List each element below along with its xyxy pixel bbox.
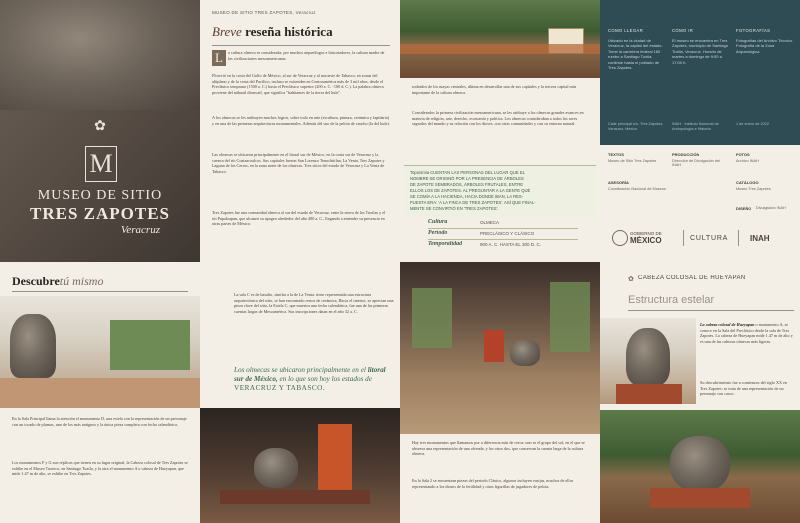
col-header-how-to-go: CÓMO IR [672,28,694,33]
location-para-1: rodeados de los mayas centrales, última en desarrollar una de sus capitales y la tercera capital más importante de la cultura olmeca. [412,84,577,95]
credits-block [608,152,794,222]
logo-divider [738,230,739,246]
table-row [428,239,578,250]
quote-part-1: Los olmecas se ubicaron principalmente en el [234,366,366,374]
col-header-photos: FOTOGRAFÍAS [736,28,771,33]
museum-roof [400,44,600,54]
dropcap: L [212,50,226,66]
history-para-1: a cultura olmeca es considerada, por muchos arqueólogos e historiadores, la cultura madre de las civilizaciones mesoamericanas. [228,50,385,61]
info-table [428,217,578,251]
credit-label: DISEÑO [736,206,752,211]
history-title-bold: reseña histórica [245,24,333,39]
sala-window-left [412,288,452,348]
location-para-2: Considerados la primera civilización mesoamericana, se les atribuye a los olmecas grandes avances en materia de religión, arte, derecho, economía y política. Los olmecas consideraban a todos los seres sagrados del mundo y su relación con los dioses, con otras comunidades y con su entorno natural. [412,110,584,127]
history-para-4: Las olmecas se ubicaron principalmente en el litoral sur de México, en la costa sur de Veracruz y la cuenca del río Coatzacoalcos. Sus capitales fueron San Lorenzo Tenochtitlan, La Venta, Tres Zapotes y Laguna de los Cerros, en la zona norte de los olmecas. Tres sitios del estado de Veracruz y La Venta de Tabasco. [212,152,385,174]
gov-label-small: GOBIERNO DE [630,231,662,236]
title-rule [12,291,188,292]
stone-relief-image [0,0,200,110]
table-value: 900 A. C. HASTA EL 300 D. C. [480,242,542,247]
table-label: Cultura [428,219,448,225]
red-exhibit-panel [484,330,504,362]
table-value: OLMECA [480,220,500,225]
credit-value: Coordinación Nacional de Museos [608,187,666,191]
history-para-2: Floreció en la costa del Golfo de México, al sur de Veracruz y al noroeste de Tabasco, en zonas del altiplano y de la costa del Pacífico, incluso se extienden en Centroamérica más de 3 mil años, desde el Preclásico temprano (1500 a. C.) hasta el Preclásico superior (200 a. C. -100 d. C.). La palabra olmeca proviene del náhuatl ólmecatl, que significa "habitantes de la tierra del hule". [212,73,384,95]
running-head: MUSEO DE SITIO TRES ZAPOTES, Veracruz [212,10,316,15]
colossal-para-1-text: o monumento A, se conoce en la Sala del Preclásico desde la sala de Tres Zapotes. La cabeza de Hueyapan mide 1.47 m de alto y es una de las cabezas olmecas más ligeras. [700,322,793,344]
pull-quote [234,366,394,406]
header-ornament-icon: ✿ [628,275,634,283]
museum-entrance-photo [400,0,600,78]
location-page [400,0,600,262]
gallery-window [110,320,190,370]
colossal-head-page [600,262,800,523]
col-header-how-to-arrive: COMO LLEGAR [608,28,644,33]
toponimia-line-1: NOMBRE SE ORIGINÓ POR LA PRESENCIA DE ÁRBOLES [410,176,524,181]
discover-caption-1: En la Sala Principal llama la atención el monumento D, una estela con la representación de un personaje con un tocado de plumas, uno de los más antiguos y la única pieza completa con fecha calendárica. [12,416,187,427]
exhibit-hall-photo [200,408,400,523]
sala-sculpture [510,340,540,366]
cover-subtitle: Veracruz [120,224,160,236]
gov-seal-icon [612,230,628,246]
head-in-hall [670,436,730,492]
col3-text: Fotografías del Archivo Técnico. Fotografía de la Zona Arqueológica. [736,38,794,54]
discover-title-bold: Descubre [12,274,60,288]
info-teal-panel [600,0,800,145]
cover-title-line2: TRES ZAPOTES [29,204,170,223]
colossal-para-1 [700,322,794,378]
quote-page-para-1: La sala C es de basalto, similar a la de La Venta: tiene representada una estructura arquitectónica del sitio, se han encontrado restos de cerámica, Hacia el interior, se aprecian una pieza clave del sitio, la Estela C, que muestra una fecha calendárica, fue una de las primeras cuentas largas de Mesoamérica. Sus inscripciones datan en el año 32 a. C. [234,292,394,314]
info-page [600,0,800,262]
colossal-head-photo [600,318,696,404]
inah-logo: INAH [750,234,770,243]
hall-plinth [650,488,750,508]
toponimia-line-2: DE ZAPOTE SEMBRADOS, ÁRBOLES FRUTALES, ENTRE [410,182,524,187]
colossal-para-1-italic: La cabeza colosal de Hueyapan [700,322,755,327]
credit-label: CATÁLOGO [736,180,759,185]
discover-page [0,262,200,523]
discover-title [12,274,103,289]
history-title [212,24,392,40]
toponimia-line-4: SE COMÍA A LA HACIENDA, HACIA DONDE IBAN, LA RES- [410,194,524,199]
credit-label: ASESORÍA [608,180,629,185]
display-plinth [220,490,370,504]
credit-value: Divulgación INAH [756,206,786,210]
table-label: Temporalidad [428,241,463,247]
table-label: Periodo [428,230,448,236]
toponimia-line-6: MENTE SE CONVIRTIÓ EN 'TRES ZAPOTES'. [410,206,499,211]
history-para-5: Tres Zapotes fue una comunidad olmeca al sur del estado de Veracruz, entre la sierra de los Tuxtlas y el río Papaloapan, que alcanzó su apogeo alrededor del año 400 a. C., llegando a entender su presencia en otras partes de México. [212,210,386,227]
sala-window-right [550,282,590,352]
gallery-photo [0,296,200,408]
quote-page [200,262,400,523]
credit-value: Archivo INAH [736,159,759,163]
col1-text: Ubicado en la ciudad de Veracruz, la capital del estado. Tome la carretera federal 180 rumbo a Santiago Tuxtla, continúe hasta el poblado de Tres Zapotes. [608,38,663,71]
table-value: PRECLÁSICO Y CLÁSICO [480,231,535,236]
col1-footer: Calle principal s/n, Tres Zapotes, Veracruz, México [608,122,664,131]
history-title-italic: Breve [212,24,242,39]
toponimia-line-3: ELLOS LOS DE ZAPOTES. AL PREGUNTAR A LA GENTE QUÉ [410,188,531,193]
hall-para-1: Hay tres monumentos que llamamos por a diferencia más de cerca: uno es el grupo del sol, en el que se observa una representación de una ofrenda, y los otros dos, que conservan la cuenta larga de la cultura olmeca. [412,440,585,457]
stone-head-sculpture [10,314,56,378]
toponimia-line-5: PUESTA ERA: 'A LA FINCA DE TRES ZAPOTES'. ASÍ QUE FINAL- [410,200,536,205]
colossal-para-2: Su descubrimiento fue a comienzos del siglo XX en Tres Zapotes: se trata de una representación de un personaje con casco. [700,380,787,397]
title-rule [628,310,794,311]
quote-part-2: litoral sur de México, [234,366,386,383]
title-rule [212,45,390,46]
hall-para-2: En la Sala 2 se encuentran piezas del periodo Clásico, algunos incluyen vasijas, muchos de ellos representando a los dioses de la fertilidad y otras figurillas de jugadores de pelota. [412,478,574,489]
colossal-header-label: CABEZA COLOSAL DE HUEYAPAN [638,275,746,281]
col2-footer: INAH · Instituto Nacional de Antropología e Historia [672,122,719,131]
credit-label: TEXTOS [608,152,624,157]
logo-divider [683,230,684,246]
inah-ornament-icon: ✿ [94,118,106,134]
discover-title-italic: tú mismo [59,274,104,288]
quote-part-3: en lo que son hoy los estados de [279,375,372,383]
credit-label: FOTOS [736,152,750,157]
colossal-title: Estructura estelar [628,294,715,306]
credit-label: PRODUCCIÓN [672,152,700,157]
boulder-sculpture [254,448,298,488]
credit-value: Dirección de Divulgación del INAH [672,159,720,167]
credit-value: Museo Tres Zapotes [736,187,771,191]
history-para-3: A los olmecas se les atribuyen muchos logros, sobre todo en arte (escultura, pintura, cerámica y lapidaria) y en una de las primeras arquitecturas monumentales. Además del uso de la pelota de caucho (la del hule). [212,115,390,126]
cultura-label: CULTURA [690,235,729,242]
col3-footer: 1 de enero de 2022 [736,122,769,126]
cover-panel [0,0,200,262]
sala-photo [400,262,600,434]
credit-value: Museo de Sitio Tres Zapotes [608,159,657,163]
cover-title-line1: MUSEO DE SITIO [37,188,163,203]
toponimia-box [404,165,596,216]
discover-caption-2: Los monumentos F y G son réplicas que tienen en su lugar original, la Cabeza colosal de Tres Zapotes se exhibe en el Museo Tuxteco, en Santiago Tuxtla, y la otra el monumento A o cabeza de Hueyapan, que mide 1.47 m de alto, se exhibe en Tres Zapotes. [12,460,188,477]
hall-page [400,262,600,523]
history-page [200,0,400,262]
site-hall-photo [600,410,800,523]
quote-caps: VERACRUZ Y TABASCO. [234,384,326,392]
gov-label-big: MÉXICO [630,236,662,245]
red-plinth [616,384,682,404]
gallery-floor [0,378,200,408]
colossal-head-sculpture [626,328,670,386]
toponimia-line-0: Toponimia CUENTAN LAS PERSONAS DEL LUGAR QUE EL [410,170,525,175]
col2-text: El museo se encuentra en Tres Zapotes, municipio de Santiago Tuxtla, Veracruz. Horario de martes a domingo de 9:00 a 17:00 h. [672,38,729,65]
info-panel-orange [318,424,352,494]
logo-strip [600,222,800,256]
museum-logo-mark: M [85,146,117,182]
